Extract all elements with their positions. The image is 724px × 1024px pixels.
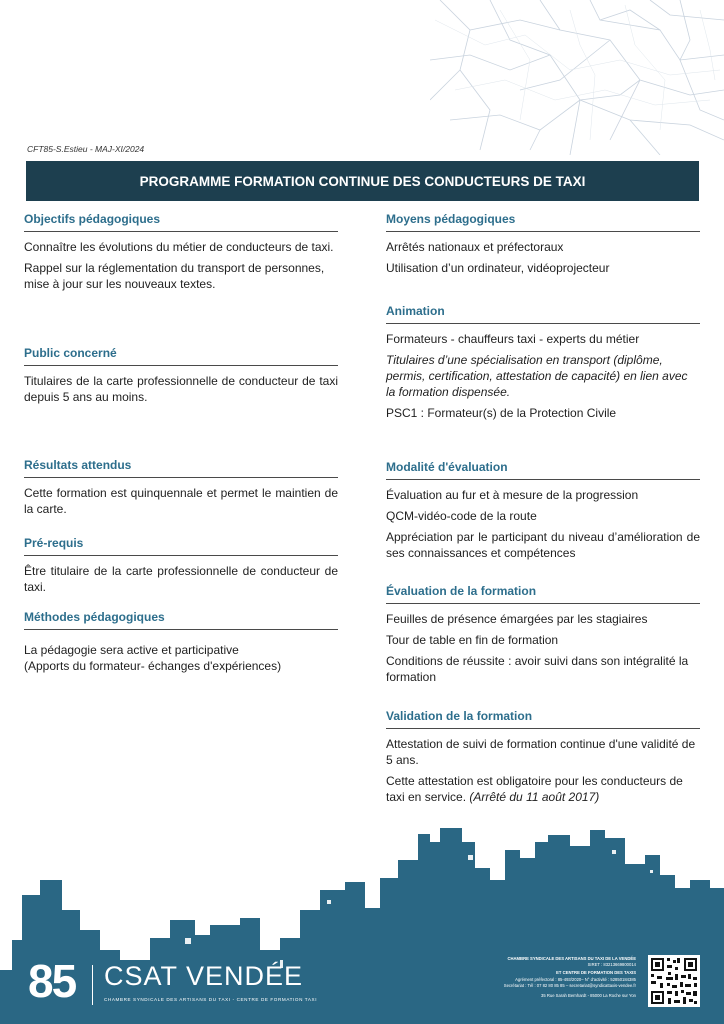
footer-contact: Secrétariat : Tél : 07 82 80 85 85 – secretariat@syndicattaxis-vendee.fr [503, 982, 636, 988]
paragraph: Évaluation au fur et à mesure de la progression [386, 488, 639, 502]
paragraph: Formateurs - chauffeurs taxi - experts du métier [386, 332, 640, 346]
road-map-decoration [430, 0, 724, 155]
paragraph [386, 773, 700, 805]
logo-name: CSAT VENDÉE [104, 961, 304, 991]
logo-divider [92, 965, 93, 1005]
paragraph: Conditions de réussite : avoir suivi dans son intégralité la formation [386, 654, 689, 684]
section-moyens [386, 212, 700, 281]
paragraph: QCM-vidéo-code de la route [386, 509, 537, 523]
paragraph: La pédagogie sera active et participative [24, 643, 239, 657]
section-methodes [24, 610, 338, 679]
paragraph: (Apports du formateur- échanges d'expériences) [24, 659, 282, 673]
section-animation [386, 304, 700, 426]
paragraph: Rappel sur la réglementation du transport de personnes, mise à jour sur les nouveaux textes. [24, 261, 325, 291]
paragraph: Attestation de suivi de formation continue d'une validité de 5 ans. [386, 737, 696, 767]
logo-number: 85 [28, 955, 76, 1007]
section-title: Objectifs pédagogiques [24, 212, 338, 232]
footer-org-name-2: ET CENTRE DE FORMATION DES TAXIS [556, 970, 636, 976]
legal-reference: (Arrêté du 11 août 2017) [469, 790, 600, 804]
paragraph: Titulaires d’une spécialisation en transport (diplôme, permis, certification, attestation de capacité) en lien avec la formation dispensée. [386, 353, 688, 399]
footer-siret: SIRET : 83213669800014 [587, 962, 636, 968]
paragraph: Connaître les évolutions du métier de conducteurs de taxi. [24, 240, 334, 254]
paragraph: Arrêtés nationaux et préfectoraux [386, 240, 564, 254]
footer-agrement: Agrément préfectoral : 85-493/2020– N° d’activité : 52850184385 [515, 976, 636, 982]
page-title-banner [26, 161, 699, 201]
footer-street-address: 35 Rue Sarah Bernhardt - 85000 La Roche sur Yon [541, 993, 636, 999]
section-title: Résultats attendus [24, 458, 338, 478]
footer-address-block [366, 956, 636, 999]
section-title: Public concerné [24, 346, 338, 366]
section-title: Animation [386, 304, 700, 324]
section-prerequis [24, 536, 338, 600]
paragraph: Cette formation est quinquennale et permet le maintien de la carte. [24, 486, 338, 516]
paragraph: Tour de table en fin de formation [386, 633, 559, 647]
section-validation [386, 709, 700, 810]
paragraph: Appréciation par le participant du niveau d’amélioration de ses connaissances et compétences [386, 530, 700, 560]
section-title: Méthodes pédagogiques [24, 610, 338, 630]
section-title: Moyens pédagogiques [386, 212, 700, 232]
logo-subtitle: CHAMBRE SYNDICALE DES ARTISANS DU TAXI - CENTRE DE FORMATION TAXI [104, 997, 318, 1002]
document-reference: CFT85-S.Estieu - MAJ-XI/2024 [27, 144, 145, 154]
paragraph: Utilisation d’un ordinateur, vidéoprojecteur [386, 261, 610, 275]
section-title: Pré-requis [24, 536, 338, 556]
section-title: Validation de la formation [386, 709, 700, 729]
section-resultats [24, 458, 338, 522]
paragraph: PSC1 : Formateur(s) de la Protection Civile [386, 406, 617, 420]
section-objectifs [24, 212, 338, 297]
section-public [24, 346, 338, 410]
section-title: Modalité d'évaluation [386, 460, 700, 480]
paragraph: Titulaires de la carte professionnelle de conducteur de taxi depuis 5 ans au moins. [24, 374, 338, 404]
paragraph-text: Cette attestation est obligatoire pour les conducteurs de taxi en service. [386, 774, 683, 804]
footer-org-name: CHAMBRE SYNDICALE DES ARTISANS DU TAXI DE LA VENDÉE [507, 956, 636, 961]
paragraph: Feuilles de présence émargées par les stagiaires [386, 612, 648, 626]
qr-code-icon [648, 955, 700, 1007]
section-title: Évaluation de la formation [386, 584, 700, 604]
section-evaluation [386, 584, 700, 690]
page-title: PROGRAMME FORMATION CONTINUE DES CONDUCTEURS DE TAXI [139, 173, 586, 189]
section-modalite [386, 460, 700, 566]
paragraph: Être titulaire de la carte professionnelle de conducteur de taxi. [24, 564, 338, 594]
